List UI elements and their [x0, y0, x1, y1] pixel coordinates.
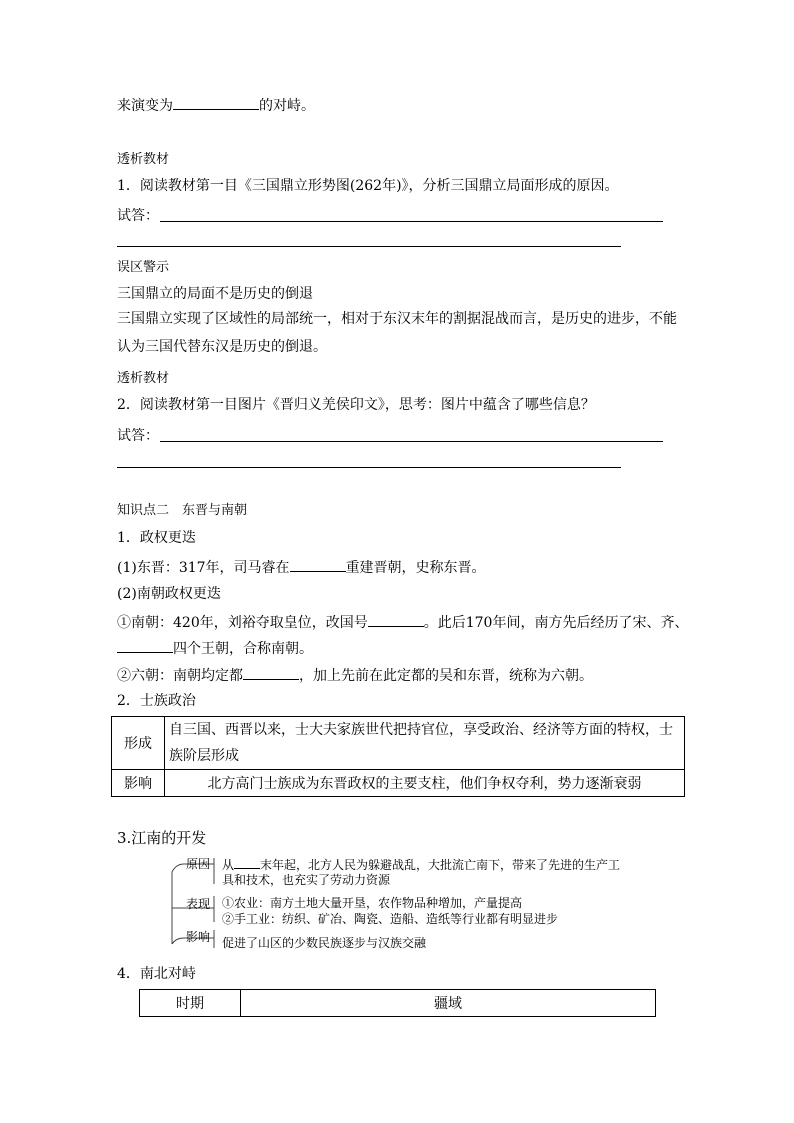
section-label: 透析教材 — [117, 152, 170, 167]
question-2: 2．阅读教材第一目图片《晋归义羌侯印文》，思考：图片中蕴含了哪些信息？ — [117, 397, 595, 413]
fill-blank[interactable] — [117, 637, 173, 653]
text-line: ①南朝：420年，刘裕夺取皇位，改国号 。此后170年间，南方先后经历了宋、齐、 — [117, 611, 688, 633]
show-text: ①农业：南方土地大量开垦，农作物品种增加，产量提高 — [222, 896, 523, 910]
effect-text: 促进了山区的少数民族逐步与汉族交融 — [222, 936, 427, 950]
table-row — [112, 717, 685, 770]
answer-line[interactable] — [160, 441, 663, 442]
question-1: 1．阅读教材第一目《三国鼎立形势图(262年)》，分析三国鼎立局面形成的原因。 — [117, 178, 619, 194]
warning-body: 三国鼎立实现了区域性的局部统一，相对于东汉末年的割据混战而言，是历史的进步，不能 — [117, 311, 677, 327]
intro-after: 的对峙。 — [259, 98, 315, 114]
text-line: ②六朝：南朝均定都 ，加上先前在此定都的吴和东晋，统称为六朝。 — [117, 664, 593, 686]
heading-4: 4．南北对峙 — [117, 966, 196, 982]
heading-1: 1．政权更迭 — [117, 530, 196, 546]
table-head: 疆域 — [241, 990, 656, 1017]
answer-label: 试答： — [117, 428, 159, 444]
section-label: 透析教材 — [117, 371, 170, 386]
text-line: (1)东晋：317年，司马睿在 重建晋朝，史称东晋。 — [117, 556, 486, 578]
heading-3: 3.江南的开发 — [117, 829, 207, 847]
heading-2: 2．士族政治 — [117, 693, 196, 709]
answer-label: 试答： — [117, 208, 159, 224]
intro-before: 来演变为 — [117, 98, 173, 114]
table-cell: 自三国、西晋以来，士大夫家族世代把持官位，享受政治、经济等方面的特权，士 族阶层形成 — [165, 717, 685, 770]
show-text: ②手工业：纺织、矿冶、陶瓷、造船、造纸等行业都有明显进步 — [222, 912, 559, 926]
answer-line[interactable] — [117, 246, 621, 247]
table-row — [140, 990, 656, 1017]
table-head: 时期 — [140, 990, 241, 1017]
answer-line[interactable] — [117, 467, 621, 468]
reason-label: 原因 — [186, 857, 211, 871]
table-row — [112, 770, 685, 797]
north-south-table — [139, 989, 656, 1017]
warning-title: 三国鼎立的局面不是历史的倒退 — [117, 286, 313, 302]
jiangnan-diagram — [166, 852, 646, 952]
gentry-table — [111, 716, 685, 797]
reason-text: 具和技术，也充实了劳动力资源 — [222, 873, 391, 887]
text-line: 四个王朝，合称南朝。 — [117, 637, 313, 659]
fill-blank[interactable] — [290, 556, 346, 572]
table-cell: 北方高门士族成为东晋政权的主要支柱，他们争权夺利，势力逐渐衰弱 — [165, 770, 685, 797]
show-label: 表现 — [186, 897, 211, 911]
knowledge-title: 知识点二 东晋与南朝 — [117, 503, 248, 518]
answer-line[interactable] — [160, 221, 663, 222]
warning-label: 误区警示 — [117, 260, 170, 275]
fill-blank[interactable] — [368, 611, 424, 627]
table-head: 形成 — [112, 717, 165, 770]
effect-label: 影响 — [186, 930, 211, 944]
fill-blank[interactable] — [234, 856, 260, 869]
fill-blank[interactable] — [243, 664, 299, 680]
intro-line — [117, 94, 315, 116]
table-head: 影响 — [112, 770, 165, 797]
text-line: (2)南朝政权更迭 — [117, 586, 221, 602]
reason-text: 从 末年起，北方人民为躲避战乱，大批流亡南下，带来了先进的生产工 — [222, 858, 621, 872]
fill-blank[interactable] — [173, 94, 259, 110]
warning-body: 认为三国代替东汉是历史的倒退。 — [117, 339, 327, 355]
